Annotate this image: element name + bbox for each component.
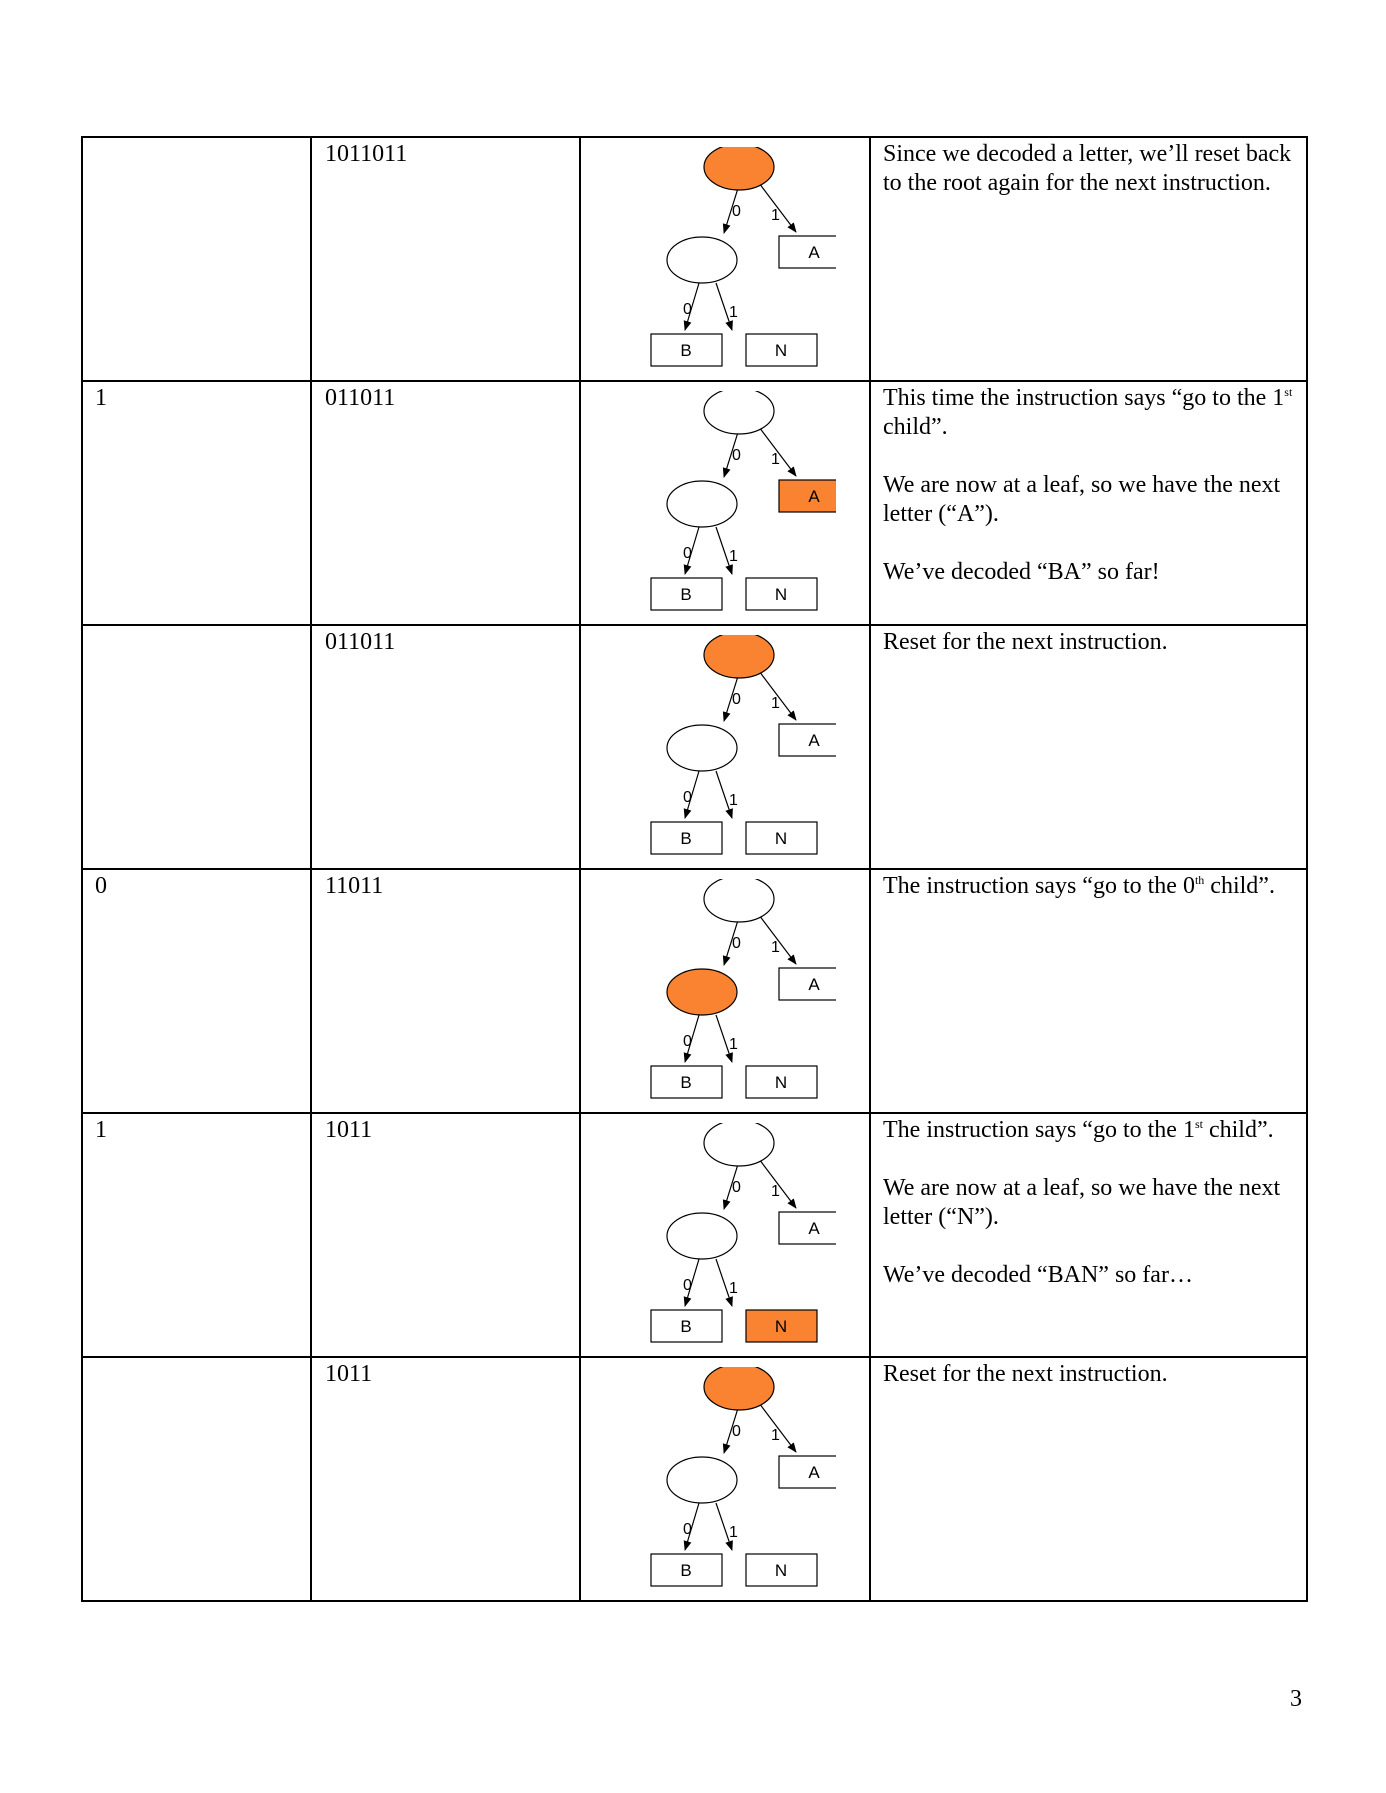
- explanation-text: [871, 1114, 1306, 1290]
- explanation-text: [871, 138, 1306, 198]
- explanation-cell: [870, 381, 1307, 625]
- explanation-cell: [870, 625, 1307, 869]
- explanation-paragraph: We are now at a leaf, so we have the next letter (“N”).: [883, 1175, 1281, 1230]
- leaf-label-b: B: [680, 1561, 692, 1580]
- explanation-paragraph: Reset for the next instruction.: [883, 629, 1168, 655]
- huffman-tree-diagram: [616, 635, 836, 865]
- explanation-paragraph: The instruction says “go to the 0th child”.: [883, 873, 1275, 899]
- remaining-bits: 1011: [325, 1117, 373, 1143]
- bit-value: 0: [95, 873, 107, 899]
- explanation-paragraph: The instruction says “go to the 1st child”.: [883, 1117, 1274, 1143]
- edge-label-inner-0: 0: [683, 545, 692, 562]
- leaf-label-n: N: [774, 341, 788, 360]
- huffman-tree-diagram: [616, 1123, 836, 1353]
- edge-label-inner-1: 1: [729, 792, 738, 809]
- leaf-label-n: N: [774, 829, 788, 848]
- huffman-tree-diagram: [616, 879, 836, 1109]
- bit-value: [83, 138, 310, 140]
- edge-label-root-1: 1: [771, 695, 780, 712]
- edge-label-inner-0: 0: [683, 301, 692, 318]
- root-node: [704, 391, 774, 434]
- leaf-label-a: A: [808, 1219, 820, 1238]
- leaf-label-b: B: [680, 341, 692, 360]
- edge-label-root-1: 1: [771, 451, 780, 468]
- edge-label-inner-1: 1: [729, 304, 738, 321]
- tree-cell: [580, 381, 870, 625]
- leaf-label-a: A: [808, 1463, 820, 1482]
- remaining-bits-cell: [311, 869, 580, 1113]
- explanation-text: [871, 626, 1306, 657]
- remaining-bits-cell: [311, 1357, 580, 1601]
- explanation-paragraph: We’ve decoded “BAN” so far…: [883, 1262, 1193, 1288]
- bit-cell: [82, 381, 311, 625]
- step-row: [82, 381, 1307, 625]
- leaf-label-b: B: [680, 1317, 692, 1336]
- remaining-bits: 011011: [325, 629, 396, 655]
- bit-cell: [82, 1113, 311, 1357]
- edge-label-root-0: 0: [732, 1179, 741, 1196]
- edge-label-inner-0: 0: [683, 1277, 692, 1294]
- remaining-bits: 011011: [325, 385, 396, 411]
- remaining-bits: 11011: [325, 873, 384, 899]
- leaf-label-a: A: [808, 487, 820, 506]
- edge-label-root-0: 0: [732, 203, 741, 220]
- explanation-cell: [870, 1113, 1307, 1357]
- edge-label-inner-0: 0: [683, 1033, 692, 1050]
- edge-label-inner-1: 1: [729, 1524, 738, 1541]
- explanation-cell: [870, 137, 1307, 381]
- bit-cell: [82, 1357, 311, 1601]
- step-row: [82, 1357, 1307, 1601]
- bit-cell: [82, 869, 311, 1113]
- remaining-bits-cell: [311, 381, 580, 625]
- tree-cell: [580, 1357, 870, 1601]
- edge-label-root-1: 1: [771, 1183, 780, 1200]
- inner-node: [667, 1213, 737, 1259]
- edge-label-root-0: 0: [732, 1423, 741, 1440]
- explanation-paragraph: We’ve decoded “BA” so far!: [883, 559, 1160, 585]
- edge-label-inner-0: 0: [683, 789, 692, 806]
- page-number: 3: [1290, 1686, 1302, 1712]
- remaining-bits: 1011: [325, 1361, 373, 1387]
- root-node: [704, 879, 774, 922]
- huffman-tree-diagram: [616, 391, 836, 621]
- inner-node: [667, 969, 737, 1015]
- explanation-text: [871, 1358, 1306, 1389]
- remaining-bits-cell: [311, 1113, 580, 1357]
- leaf-label-a: A: [808, 975, 820, 994]
- step-row: [82, 625, 1307, 869]
- root-node: [704, 147, 774, 190]
- explanation-paragraph: This time the instruction says “go to the 1st child”.: [883, 385, 1293, 440]
- leaf-label-n: N: [774, 585, 788, 604]
- bit-cell: [82, 625, 311, 869]
- edge-label-root-1: 1: [771, 939, 780, 956]
- explanation-paragraph: Since we decoded a letter, we’ll reset back to the root again for the next instruction.: [883, 141, 1292, 196]
- edge-label-inner-1: 1: [729, 1036, 738, 1053]
- tree-cell: [580, 625, 870, 869]
- leaf-label-b: B: [680, 585, 692, 604]
- bit-value: [83, 626, 310, 628]
- step-row: [82, 869, 1307, 1113]
- remaining-bits-cell: [311, 625, 580, 869]
- root-node: [704, 1367, 774, 1410]
- leaf-label-a: A: [808, 731, 820, 750]
- edge-label-inner-1: 1: [729, 548, 738, 565]
- huffman-tree-diagram: [616, 147, 836, 377]
- leaf-label-n: N: [774, 1317, 788, 1336]
- huffman-tree-diagram: [616, 1367, 836, 1597]
- bit-cell: [82, 137, 311, 381]
- inner-node: [667, 1457, 737, 1503]
- tree-cell: [580, 1113, 870, 1357]
- edge-label-root-0: 0: [732, 935, 741, 952]
- root-node: [704, 1123, 774, 1166]
- edge-label-root-1: 1: [771, 207, 780, 224]
- step-row: [82, 137, 1307, 381]
- explanation-cell: [870, 869, 1307, 1113]
- tree-cell: [580, 869, 870, 1113]
- bit-value: 1: [95, 1117, 107, 1143]
- edge-label-inner-0: 0: [683, 1521, 692, 1538]
- decoding-steps-table: [81, 136, 1308, 1602]
- leaf-label-b: B: [680, 829, 692, 848]
- edge-label-root-0: 0: [732, 691, 741, 708]
- remaining-bits: 1011011: [325, 141, 408, 167]
- leaf-label-n: N: [774, 1561, 788, 1580]
- explanation-paragraph: We are now at a leaf, so we have the next letter (“A”).: [883, 472, 1281, 527]
- tree-cell: [580, 137, 870, 381]
- remaining-bits-cell: [311, 137, 580, 381]
- step-row: [82, 1113, 1307, 1357]
- bit-value: 1: [95, 385, 107, 411]
- edge-label-inner-1: 1: [729, 1280, 738, 1297]
- leaf-label-b: B: [680, 1073, 692, 1092]
- leaf-label-a: A: [808, 243, 820, 262]
- root-node: [704, 635, 774, 678]
- explanation-paragraph: Reset for the next instruction.: [883, 1361, 1168, 1387]
- edge-label-root-0: 0: [732, 447, 741, 464]
- explanation-text: [871, 382, 1306, 587]
- inner-node: [667, 725, 737, 771]
- edge-label-root-1: 1: [771, 1427, 780, 1444]
- explanation-cell: [870, 1357, 1307, 1601]
- inner-node: [667, 481, 737, 527]
- inner-node: [667, 237, 737, 283]
- leaf-label-n: N: [774, 1073, 788, 1092]
- bit-value: [83, 1358, 310, 1360]
- explanation-text: [871, 870, 1306, 901]
- steps-body: [82, 137, 1307, 1601]
